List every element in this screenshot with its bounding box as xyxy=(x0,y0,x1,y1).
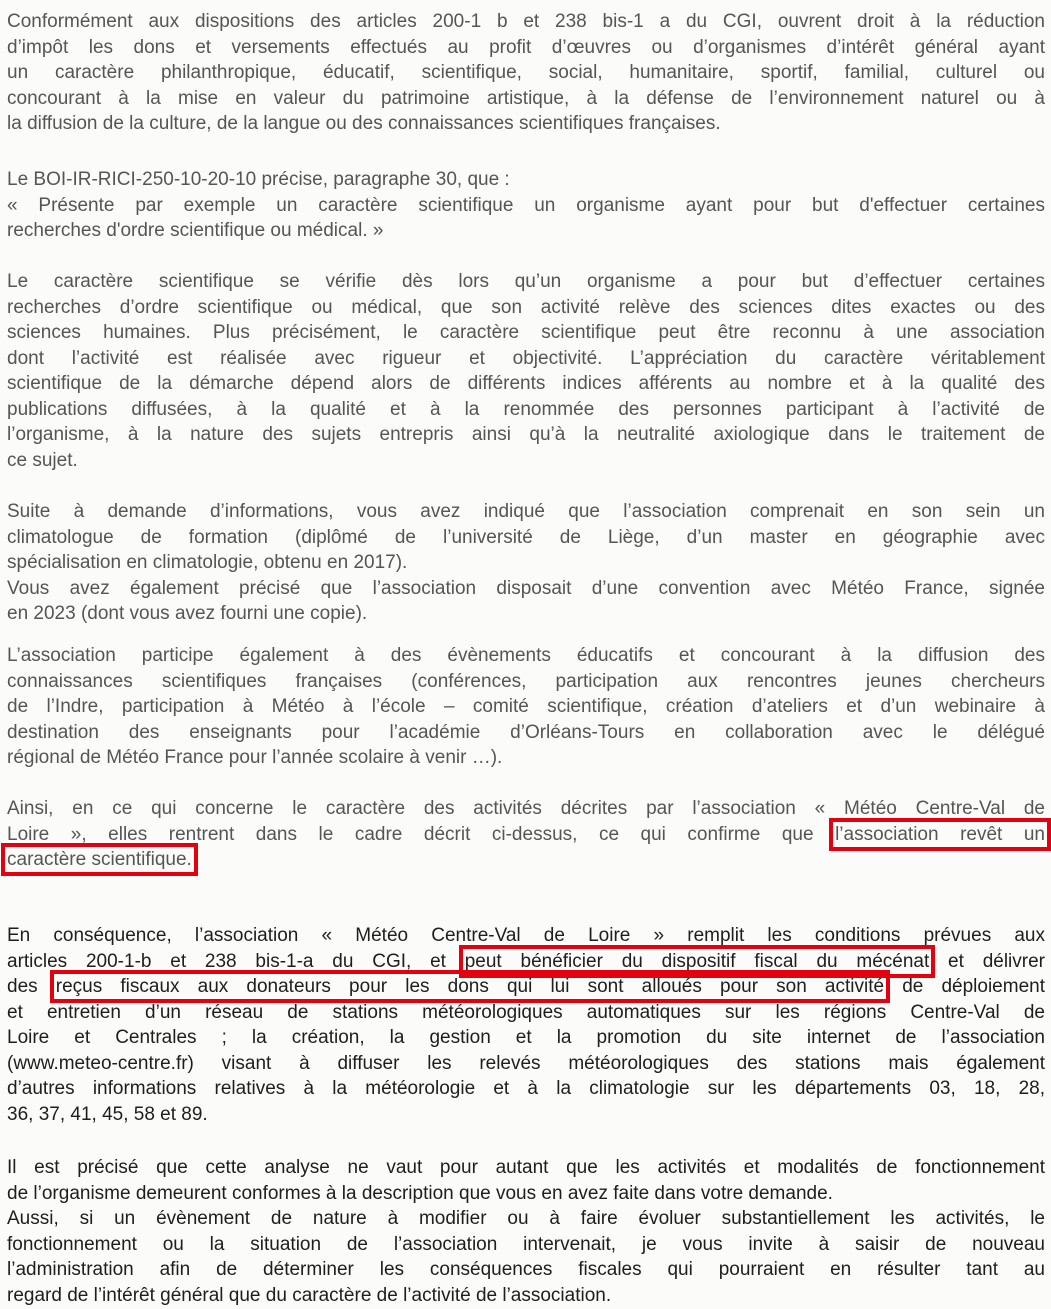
text-line: climatologue de formation (diplômé de l’université de Liège, d’un master en géographie avec xyxy=(7,526,1045,548)
text-line: de l’Indre, participation à Météo à l’école – comité scientifique, création d’ateliers et d’un webinaire à xyxy=(7,696,1045,717)
text-line: scientifique de la démarche dépend alors de différents indices afférents au nombre et à la qualité des xyxy=(7,373,1045,394)
text-segment: de déploiement xyxy=(884,976,1045,997)
paragraph-reserve-analyse xyxy=(7,1155,1045,1308)
text-line: Vous avez également précisé que l’association disposait d’une convention avec Météo France, signée xyxy=(7,577,1045,599)
paragraph-boi-citation xyxy=(7,167,1045,244)
text-line: un caractère philanthropique, éducatif, scientifique, social, humanitaire, sportif, familial, culturel ou xyxy=(7,62,1045,83)
text-line: « Présente par exemple un caractère scientifique un organisme ayant pour but d'effectuer certaines xyxy=(7,194,1045,216)
text-line: destination des enseignants pour l’académie d’Orléans-Tours en collaboration avec le délégué xyxy=(7,721,1045,743)
text-line: 36, 37, 41, 45, 58 et 89. xyxy=(7,1103,208,1125)
text-line: ce sujet. xyxy=(7,449,78,471)
text-line: recherches d'ordre scientifique ou médical. » xyxy=(7,220,384,241)
text-line: fonctionnement ou la situation de l’association intervenait, je vous invite à saisir de nouveau xyxy=(7,1233,1045,1255)
paragraph-caractere-scientifique xyxy=(7,269,1045,473)
text-segment: articles 200-1-b et 238 bis-1-a du CGI, et xyxy=(7,950,465,972)
text-line: Suite à demande d’informations, vous avez indiqué que l’association comprenait en son sein un xyxy=(7,501,1045,522)
text-line: regard de l’intérêt général que du caractère de l’activité de l’association. xyxy=(7,1284,612,1306)
paragraph-informations xyxy=(7,499,1045,627)
paragraph-consequence-mecenat xyxy=(7,923,1045,1127)
text-line: et entretien d’un réseau de stations météorologiques automatiques sur les régions Centre-Val de xyxy=(7,1001,1045,1023)
text-line xyxy=(7,822,1045,848)
text-line: d’autres informations relatives à la météorologie et à la climatologie sur les départements 03, 18, 28, xyxy=(7,1078,1045,1099)
text-line: Loire et Centrales ; la création, la gestion et la promotion du site internet de l’association xyxy=(7,1027,1045,1048)
text-segment: des xyxy=(7,976,56,997)
highlight-box: caractère scientifique. xyxy=(7,849,192,870)
text-line: de l’organisme demeurent conformes à la description que vous en avez faite dans votre demande. xyxy=(7,1182,833,1204)
paragraph-cgi-articles xyxy=(7,9,1045,137)
text-line: Conformément aux dispositions des articles 200-1 b et 238 bis-1 a du CGI, ouvrent droit à la réduction xyxy=(7,11,1045,32)
text-line: régional de Météo France pour l’année scolaire à venir …). xyxy=(7,747,503,768)
highlight-box: l’association revêt un xyxy=(835,823,1045,845)
text-line: En conséquence, l’association « Météo Centre-Val de Loire » remplit les conditions prévues aux xyxy=(7,925,1045,946)
text-line xyxy=(7,949,1045,975)
text-line: Il est précisé que cette analyse ne vaut pour autant que les activités et modalités de fonctionnement xyxy=(7,1157,1045,1178)
text-line: recherches d’ordre scientifique ou médical, que son activité relève des sciences dites exactes ou des xyxy=(7,296,1045,318)
text-line xyxy=(7,847,1045,873)
text-line: Le caractère scientifique se vérifie dès lors qu’un organisme a pour but d’effectuer certaines xyxy=(7,271,1045,292)
text-line: spécialisation en climatologie, obtenu en 2017). xyxy=(7,552,408,573)
text-line: connaissances scientifiques françaises (conférences, participation aux rencontres jeunes chercheurs xyxy=(7,670,1045,692)
highlight-box: reçus fiscaux aux donateurs pour les dons qui lui sont alloués pour son activité xyxy=(55,976,885,997)
text-line: publications diffusées, à la qualité et à la renommée des personnes participant à l’activité de xyxy=(7,398,1045,420)
text-line xyxy=(7,974,1045,1000)
text-line: dont l’activité est réalisée avec rigueur et objectivité. L’appréciation du caractère véritablement xyxy=(7,347,1045,369)
highlight-box: peut bénéficier du dispositif fiscal du mécénat xyxy=(464,950,930,972)
text-line: L’association participe également à des évènements éducatifs et concourant à la diffusion des xyxy=(7,645,1045,666)
text-line: la diffusion de la culture, de la langue ou des connaissances scientifiques françaises. xyxy=(7,113,721,134)
text-segment: et délivrer xyxy=(929,950,1045,972)
paragraph-evenements xyxy=(7,643,1045,771)
text-line: concourant à la mise en valeur du patrimoine artistique, à la défense de l’environnement naturel ou à xyxy=(7,87,1045,109)
text-line: Le BOI-IR-RICI-250-10-20-10 précise, paragraphe 30, que : xyxy=(7,169,510,190)
text-line: l’organisme, à la nature des sujets entrepris ainsi qu’à la neutralité axiologique dans le traitement de xyxy=(7,424,1045,445)
text-line: en 2023 (dont vous avez fourni une copie). xyxy=(7,603,368,624)
text-line: Ainsi, en ce qui concerne le caractère des activités décrites par l’association « Météo Centre-Val de xyxy=(7,798,1045,819)
text-line: Aussi, si un évènement de nature à modifier ou à faire évoluer substantiellement les activités, le xyxy=(7,1208,1045,1229)
text-line: l’administration afin de déterminer les conséquences fiscales qui pourraient en résulter tant au xyxy=(7,1259,1045,1280)
text-line: d’impôt les dons et versements effectués au profit d’œuvres ou d’organismes d’intérêt général ayant xyxy=(7,36,1045,58)
text-segment: Loire », elles rentrent dans le cadre décrit ci-dessus, ce qui confirme que xyxy=(7,823,836,845)
text-line: (www.meteo-centre.fr) visant à diffuser les relevés météorologiques des stations mais également xyxy=(7,1052,1045,1074)
paragraph-conclusion-scientifique xyxy=(7,796,1045,873)
text-line: sciences humaines. Plus précisément, le caractère scientifique peut être reconnu à une association xyxy=(7,322,1045,343)
